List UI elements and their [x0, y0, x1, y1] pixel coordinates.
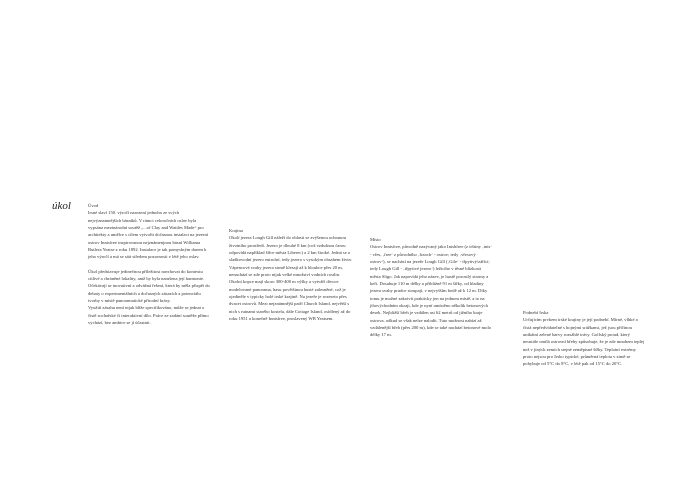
page-title: úkol — [52, 200, 71, 212]
section-landscape — [229, 227, 352, 322]
paragraph: Irsné slaví 150. výročí narození jednoho ze svých nejvýznamnějších básníků. V rámci celoročních oslav byla vypsána mezinárodní soutěž „...of Clay and Wattles Made“ pro architekty a umělce s cílem vytvořit dočasnou instalaci na jezerní ostrov Innisfree inspirovanou nejznámenjnou básní Williama Butlera Yeatse z roku 1892. Instalace je tak pomyslným darem k jeho výročí a má se stát středem pozornosti v létě jeho oslav. — [88, 210, 209, 260]
section-heading: Místo — [370, 237, 381, 242]
section-place — [370, 236, 492, 339]
section-heading: Podnebí Irska — [523, 310, 549, 315]
paragraph: Okolí jezera Lough Gill náleží do oblasti se zvýšenou ochranou životního prostředí. Jezero je dlouhé 8 km (což vzdušnou čarou odpovídá například šířce města Liberec) a 2 km široké. Jedná se o sladkovodní jezero eutrofní, tedy jezero s vysokým obsahem živin. Vápencové svahy jezera strmě klesají až k hloubce přes 20 m, nenachází se zde proto nijak velké množství vodních rostlin. Okolní kopce mají skoro 300-400 m výšky a vytváří divoce modelované panorama, hasu povětšinou husté zalesněné, což je ojediněle v typicky holé irské krajině. Na jezeře je rozeseto přes dvacet ostrovů. Mezi nejznámnější patří Church Island, největší s nich s ruinami starého kostela, dále Cottage Island, osídlený až do roku 1951 a konečně Innisfree, proslavený WB Yeatsem. — [229, 235, 352, 322]
section-climate — [523, 309, 646, 368]
section-intro — [88, 202, 210, 327]
paragraph: Ostrov Innisfree, původně nazývaný jako Inishfree (z irštiny ‚inis‘ - vřes, ‚free‘ z původního ‚fraoch‘ - ostrov; tedy ‚vřesový ostrov‘), se nachází na jezeře Lough Gill (‚Gile‘ - třpytivý/zářící; tedy Lough Gill - ‚třpytivé jezero‘) ležicího v těsné blízkosti města Sligo. Jak napovídá jeho název, je hustě porostlý stromy a keři. Dosahuje 110 m délky a přibližně 91 m šířky, od hladiny jezera svahy prudce stoupají, v nejvyšším bodě až k 12 m. Díky tomu je možné zakotvit prakticky jen na jednom místě, a to na jihovýchodním okraji, kde je nyní umístěno několik betonových desek. Nejbližší břeh je vzdálen asi 62 metrů od jižního kraje ostrova, odkud se však nelze nalodit. Tuto možnost nabízí až vzdálenější břeh (přes 200 m), kde se také nachází betonové molo délky 17 m. — [370, 244, 492, 338]
section-heading: Krajina — [229, 228, 243, 233]
section-heading: Úvod — [88, 203, 99, 208]
paragraph: Úkol představuje jedinečnou příležitost navrhovat do kontextu citlivé a chráněné lokality, aniž by byla narušena její harmonie. Očekávají se inovativní a odvážná řešení, která by měla přispět do debaty o experimentálních a dočasných zásazích a potenciálu tvorby v místě panoramatické přírodní krásy. — [88, 268, 210, 304]
paragraph: Využití zásahu není nijak blíže specifikováno, může se jednat o čistě sochařské či interaktivní dílo. Práce ze zadání soutěže přímo vychází, bez ambice se jí účastnit. — [88, 305, 209, 326]
paragraph: Určujícím prvkem irské krajiny je její podnebí. Mírné, vlhké a čistá nepředvídatelné s hojnými srážkami, jež jsou příčinou unikátní zelené barvy rozsáhlé trávy. Golfský proud, který neustále omílá ostrovní břehy způsobuje, že je zde mnohem teplej než v jiných zemích stejné zeměpisné šířky. Teplotní extrémy proto nejsou pro Irsko typické, průměrná teplota v zimě se pohybuje od 5°C do 8°C, v létě pak od 15°C do 20°C. — [523, 317, 645, 367]
